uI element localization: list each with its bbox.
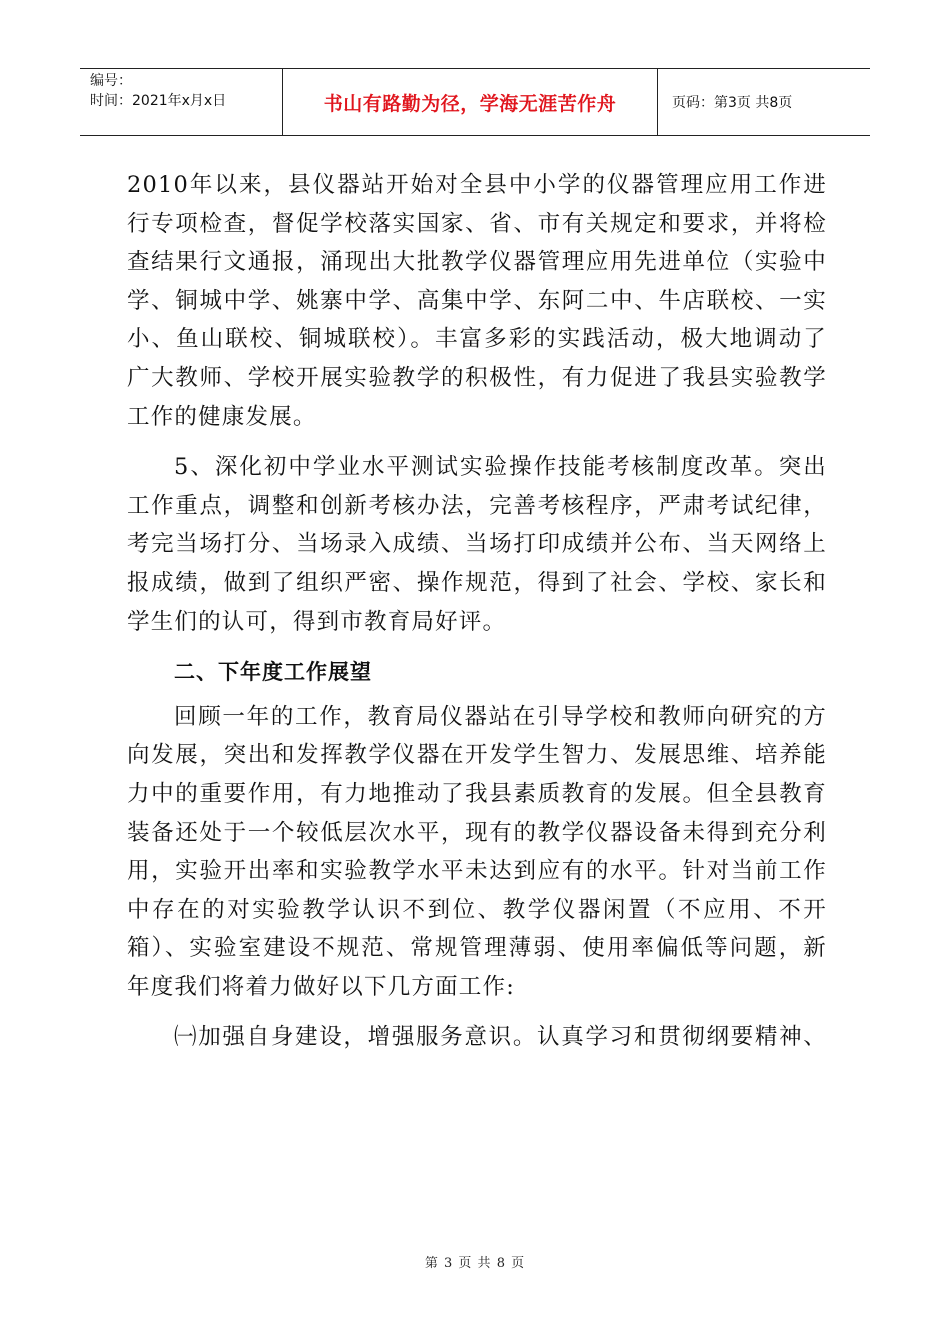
- paragraph: [127, 698, 827, 1007]
- text-line: 5、深化初中学业水平测试实验操作技能考核制度改革。突出: [174, 454, 827, 481]
- text-line: 行专项检查，督促学校落实国家、省、市有关规定和要求，并将检: [127, 210, 827, 237]
- paragraph: [127, 448, 827, 641]
- page-footer: 第 3 页 共 8 页: [424, 1256, 526, 1271]
- text-line: 学、铜城中学、姚寨中学、高集中学、东阿二中、牛店联校、一实: [127, 287, 827, 314]
- text-line: 箱）、实验室建设不规范、常规管理薄弱、使用率偏低等问题，新: [127, 935, 827, 962]
- number-label: 编号：: [90, 73, 132, 89]
- paragraph: [127, 1018, 827, 1057]
- text-line: 报成绩，做到了组织严密、操作规范，得到了社会、学校、家长和: [127, 569, 827, 596]
- header-motto: 书山有路勤为径，学海无涯苦作舟: [283, 69, 658, 135]
- text-line: 中存在的对实验教学认识不到位、教学仪器闲置（不应用、不开: [127, 896, 827, 923]
- text-line: 考完当场打分、当场录入成绩、当场打印成绩并公布、当天网络上: [127, 531, 827, 558]
- time-label: 时间：2021年x月x日: [90, 93, 227, 109]
- text-line: 向发展，突出和发挥教学仪器在开发学生智力、发展思维、培养能: [127, 742, 827, 769]
- text-line: 用，实验开出率和实验教学水平未达到应有的水平。针对当前工作: [127, 858, 827, 885]
- header-meta: [80, 69, 283, 135]
- page-header: [80, 68, 870, 136]
- text-line: 2010年以来，县仪器站开始对全县中小学的仪器管理应用工作进: [127, 172, 827, 198]
- text-line: 工作的健康发展。: [127, 403, 317, 430]
- text-line: 广大教师、学校开展实验教学的积极性，有力促进了我县实验教学: [127, 364, 827, 391]
- text-line: 小、鱼山联校、铜城联校）。丰富多彩的实践活动，极大地调动了: [127, 326, 827, 353]
- header-page-info: 页码：第3页 共8页: [672, 95, 793, 111]
- text-line: 回顾一年的工作，教育局仪器站在引导学校和教师向研究的方: [174, 703, 827, 730]
- text-line: 力中的重要作用，有力地推动了我县素质教育的发展。但全县教育: [127, 780, 827, 807]
- text-line: 装备还处于一个较低层次水平，现有的教学仪器设备未得到充分利: [127, 819, 827, 846]
- section-heading: 二、下年度工作展望: [174, 660, 372, 685]
- text-line: 工作重点，调整和创新考核办法，完善考核程序，严肃考试纪律，: [127, 492, 827, 519]
- text-line: ㈠加强自身建设，增强服务意识。认真学习和贯彻纲要精神、: [174, 1024, 827, 1051]
- text-line: 查结果行文通报，涌现出大批教学仪器管理应用先进单位（实验中: [127, 249, 827, 276]
- document-body: [127, 166, 827, 1057]
- paragraph: [127, 166, 827, 436]
- text-line: 学生们的认可，得到市教育局好评。: [127, 608, 507, 635]
- text-line: 年度我们将着力做好以下几方面工作:: [127, 973, 515, 1000]
